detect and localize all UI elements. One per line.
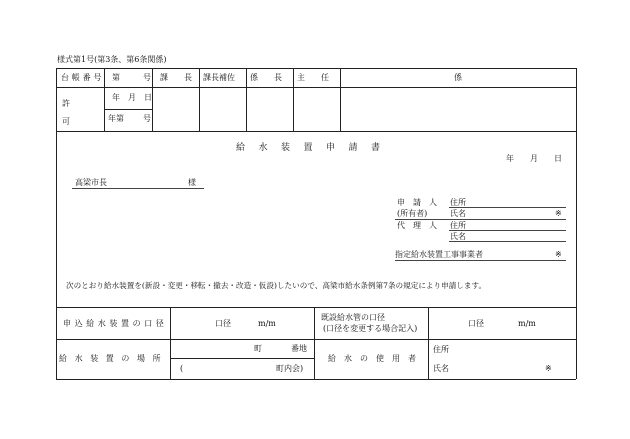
agent-address-label: 住所 bbox=[450, 221, 466, 230]
caliber-label: 申込給水装置の口径 bbox=[63, 319, 168, 328]
location-open: ( bbox=[180, 364, 184, 373]
existing-caliber-text: 口径 bbox=[468, 319, 484, 328]
section-chief-label: 課 長 bbox=[160, 73, 192, 82]
contractor-label: 指定給水装置工事事業者 bbox=[395, 250, 483, 259]
permit-label: 許 可 bbox=[62, 99, 78, 126]
form-title: 給水装置申請書 bbox=[236, 143, 394, 153]
existing-caliber-sub: (口径を変更する場合記入) bbox=[323, 324, 418, 333]
addressee-suffix: 様 bbox=[188, 178, 196, 187]
ledger-number-label: 台帳番号 bbox=[61, 73, 105, 82]
applicant-owner-sub: (所有者) bbox=[397, 209, 428, 218]
applicant-seal: ※ bbox=[555, 209, 562, 218]
application-date: 年 月 日 bbox=[506, 154, 562, 163]
user-seal: ※ bbox=[545, 364, 552, 373]
permit-date: 年 月 日 bbox=[112, 93, 152, 102]
permit-number-go: 号 bbox=[143, 114, 151, 123]
location-number: 番地 bbox=[291, 344, 307, 353]
user-name-label: 氏名 bbox=[433, 364, 449, 373]
permit-number-dai: 年第 bbox=[108, 114, 124, 123]
user-address-label: 住所 bbox=[433, 345, 449, 354]
applicant-label: 申 請 人 bbox=[397, 198, 437, 207]
location-neighborhood: 町内会) bbox=[276, 364, 304, 373]
caliber-unit: m/m bbox=[258, 319, 276, 328]
officer-label: 主 任 bbox=[297, 73, 329, 82]
subsection-chief-label: 係 長 bbox=[250, 73, 282, 82]
addressee: 高梁市長 bbox=[75, 178, 107, 187]
applicant-address-label: 住所 bbox=[450, 198, 466, 207]
assistant-chief-label: 課長補佐 bbox=[203, 73, 235, 82]
application-statement: 次のとおり給水装置を(新設・変更・移転・撤去・改造・仮設)したいので、高梁市給水条例第7条の規定により申請します。 bbox=[66, 281, 487, 290]
form-code: 様式第1号(第3条、第6条関係) bbox=[57, 55, 167, 64]
existing-caliber-label: 既設給水管の口径 bbox=[321, 313, 385, 322]
number-go: 号 bbox=[143, 73, 151, 82]
contractor-seal: ※ bbox=[555, 250, 562, 259]
staff-label: 係 bbox=[454, 73, 462, 82]
applicant-name-label: 氏名 bbox=[450, 209, 466, 218]
location-label: 給水装置の場所 bbox=[59, 354, 169, 363]
existing-caliber-unit: m/m bbox=[518, 319, 536, 328]
number-dai: 第 bbox=[112, 73, 120, 82]
caliber-text: 口径 bbox=[215, 319, 231, 328]
location-town: 町 bbox=[254, 344, 262, 353]
agent-label: 代 理 人 bbox=[397, 221, 437, 230]
user-label: 給水の使用者 bbox=[328, 354, 424, 363]
agent-name-label: 氏名 bbox=[450, 232, 466, 241]
